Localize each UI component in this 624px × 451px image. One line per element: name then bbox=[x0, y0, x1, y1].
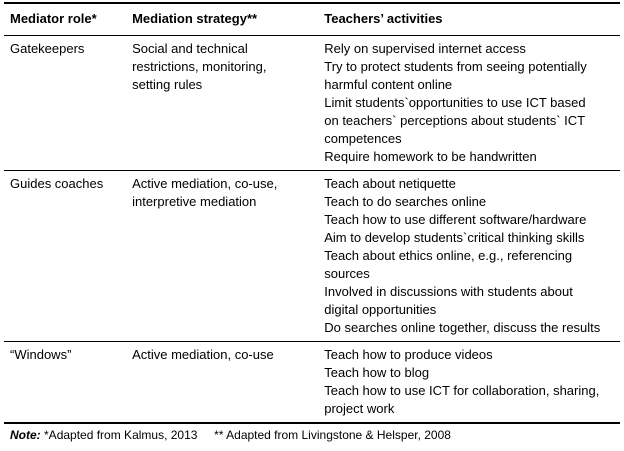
strategy-line: setting rules bbox=[132, 77, 203, 92]
activity-line: Rely on supervised internet access bbox=[324, 41, 526, 56]
activities-cell bbox=[318, 171, 620, 342]
activity-line: sources bbox=[324, 266, 370, 281]
role-cell: Gatekeepers bbox=[4, 36, 126, 171]
note-label: Note: bbox=[10, 428, 41, 442]
table-row bbox=[4, 171, 620, 342]
activity-line: Aim to develop students`critical thinking skills bbox=[324, 230, 585, 245]
strategy-cell bbox=[126, 36, 318, 171]
note-source-kalmus: *Adapted from Kalmus, 2013 bbox=[44, 428, 198, 442]
table-header-row bbox=[4, 3, 620, 36]
table-note bbox=[10, 427, 451, 443]
activity-line: on teachers` perceptions about students` ICT bbox=[324, 113, 586, 128]
activity-line: Involved in discussions with students about bbox=[324, 284, 573, 299]
header-mediation-strategy: Mediation strategy** bbox=[126, 3, 318, 36]
header-mediator-role: Mediator role* bbox=[4, 3, 126, 36]
activity-line: Teach how to produce videos bbox=[324, 347, 493, 362]
activity-line: Teach how to use different software/hardware bbox=[324, 212, 587, 227]
activity-line: harmful content online bbox=[324, 77, 453, 92]
activity-line: competences bbox=[324, 131, 402, 146]
note-source-livingstone: ** Adapted from Livingstone & Helsper, 2008 bbox=[214, 428, 451, 442]
activity-line: Teach about netiquette bbox=[324, 176, 456, 191]
strategy-line: restrictions, monitoring, bbox=[132, 59, 267, 74]
activities-cell bbox=[318, 36, 620, 171]
activity-line: Teach how to blog bbox=[324, 365, 430, 380]
mediation-table bbox=[4, 2, 620, 424]
activity-line: Teach about ethics online, e.g., referencing bbox=[324, 248, 573, 263]
strategy-line: Active mediation, co-use bbox=[132, 347, 274, 362]
activity-line: Do searches online together, discuss the results bbox=[324, 320, 601, 335]
activity-line: Limit students`opportunities to use ICT based bbox=[324, 95, 586, 110]
activity-line: project work bbox=[324, 401, 395, 416]
activity-line: digital opportunities bbox=[324, 302, 437, 317]
table-row bbox=[4, 36, 620, 171]
strategy-line: interpretive mediation bbox=[132, 194, 257, 209]
table-row bbox=[4, 342, 620, 424]
strategy-cell bbox=[126, 342, 318, 424]
activity-line: Teach how to use ICT for collaboration, sharing, bbox=[324, 383, 600, 398]
activity-line: Teach to do searches online bbox=[324, 194, 487, 209]
strategy-line: Active mediation, co-use, bbox=[132, 176, 278, 191]
activity-line: Require homework to be handwritten bbox=[324, 149, 537, 164]
strategy-line: Social and technical bbox=[132, 41, 248, 56]
role-cell: Guides coaches bbox=[4, 171, 126, 342]
role-cell: “Windows” bbox=[4, 342, 126, 424]
header-teachers-activities: Teachers’ activities bbox=[318, 3, 620, 36]
strategy-cell bbox=[126, 171, 318, 342]
activities-cell bbox=[318, 342, 620, 424]
activity-line: Try to protect students from seeing potentially bbox=[324, 59, 587, 74]
